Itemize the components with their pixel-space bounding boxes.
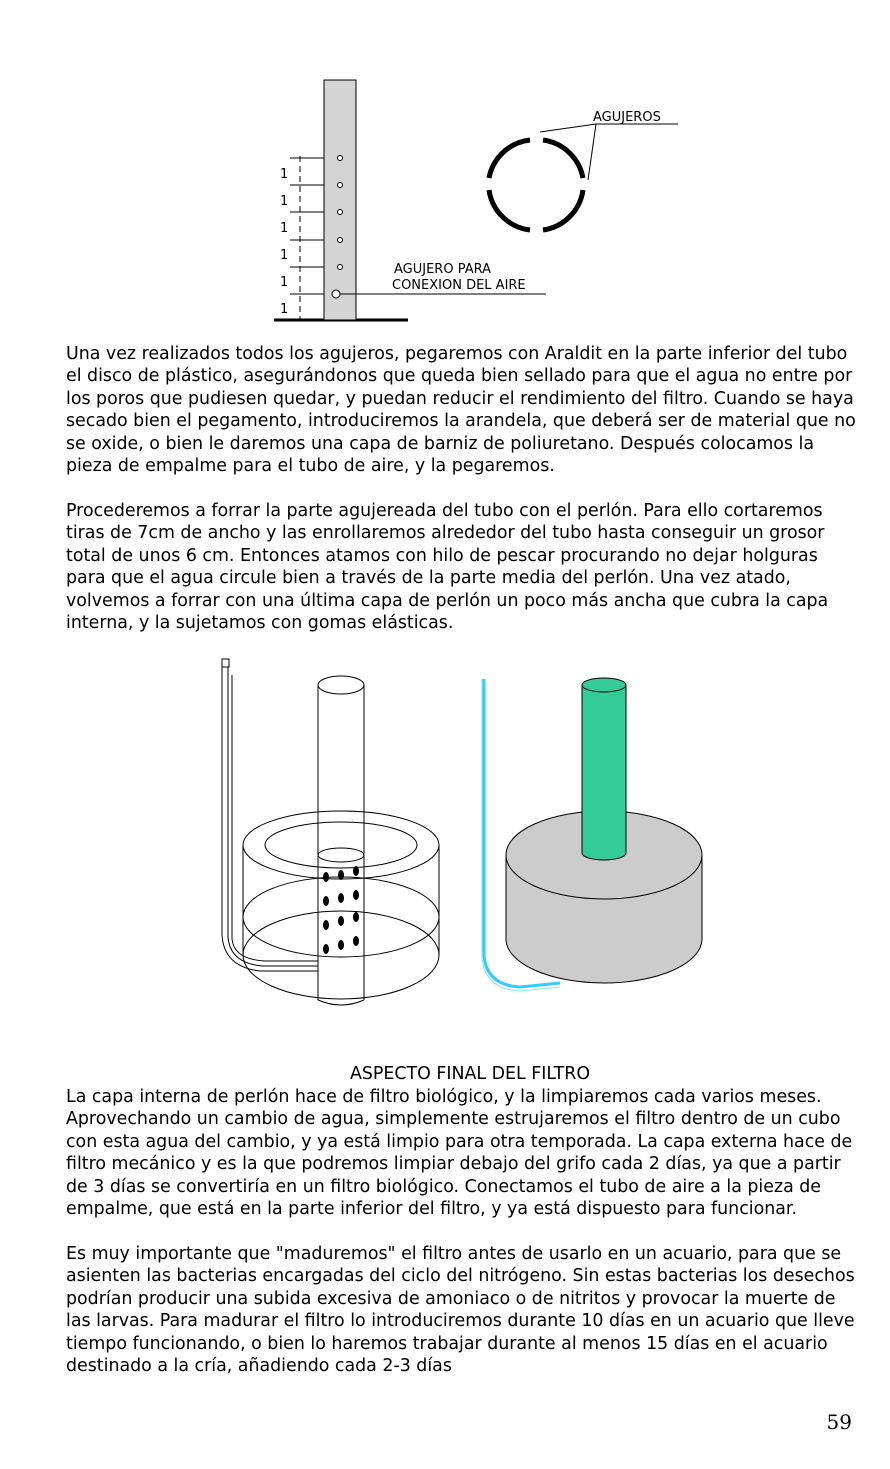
green-tube-top [582,678,626,692]
air-line-wire [232,675,318,961]
holes-leader [588,124,596,180]
spacing-label: 1 [280,248,289,263]
air-connection-label: CONEXION DEL AIRE [392,278,526,293]
spacing-label: 1 [280,194,289,209]
tube [324,80,356,320]
holes-label: AGUJEROS [593,110,661,125]
final-filter-diagram [210,655,720,1015]
tube-holes-diagram [260,70,700,330]
paragraph: Procederemos a forrar la parte agujereada del tubo con el perlón. Para ello cortaremos tiras de 7cm de ancho y las enrollaremos alrededor del tubo hasta conseguir un grosor total de unos 6 cm. Entonces atamos con hilo de pescar procurando no dejar holguras para que el agua circule bien a través de la parte media del perlón. Una vez atado, volvemos a forrar con una última capa de perlón un poco más ancha que cubra la capa interna, y la sujetamos con gomas elásticas. [66,501,829,634]
paragraph: La capa interna de perlón hace de filtro biológico, y la limpiaremos cada varios meses. Aprovechando un cambio de agua, simplemente estrujaremos el filtro dentro de un cubo con esta agua del cambio, y ya está limpio para otra temporada. La capa externa hace de filtro mecánico y es la que podremos limpiar debajo del grifo cada 2 días, ya que a partir de 3 días se convertiría en un filtro biológico. Conectamos el tubo de aire a la pieza de empalme, que está en la parte inferior del filtro, y ya está dispuesto para funcionar. [66,1087,853,1220]
spacing-label: 1 [280,275,289,290]
green-tube [582,685,626,860]
tube-top [318,676,364,694]
page-number: 59 [826,1410,852,1434]
spacing-label: 1 [280,302,289,317]
spacing-label: 1 [280,167,289,182]
figure-caption: ASPECTO FINAL DEL FILTRO [349,1064,591,1084]
sponge-outline-top [243,811,439,879]
sponge-inner-top [265,822,417,868]
spacing-label: 1 [280,221,289,236]
paragraph: Es muy importante que "maduremos" el filtro antes de usarlo en un acuario, para que se asienten las bacterias encargadas del ciclo del nitrógeno. Sin estas bacterias los desechos podrían producir una subida excesiva de amoniaco o de nitritos y provocar la muerte de las larvas. Para madurar el filtro lo introduciremos durante 10 días en un acuario que lleve tiempo funcionando, o bien lo haremos trabajar durante al menos 15 días en el acuario destinado a la cría, añadiendo cada 2-3 días [66,1244,855,1377]
air-connection-label: AGUJERO PARA [394,262,491,277]
ring-with-holes [489,140,583,230]
holes-leader [540,124,596,132]
tube-inner-ring [318,848,364,862]
dimension-ticks [290,158,324,294]
paragraph: Una vez realizados todos los agujeros, pegaremos con Araldit en la parte inferior del tubo el disco de plástico, asegurándonos que queda bien sellado para que el agua no entre por los poros que pudiesen quedar, y puedan reducir el rendimiento del filtro. Cuando se haya secado bien el pegamento, introduciremos la arandela, que deberá ser de material que no se oxide, o bien le daremos una capa de barniz de poliuretano. Después colocamos la pieza de empalme para el tubo de aire, y la pegaremos. [66,344,856,477]
air-line-tip [222,659,229,667]
tube-bottom [318,1000,364,1005]
air-connection-hole [332,290,340,298]
